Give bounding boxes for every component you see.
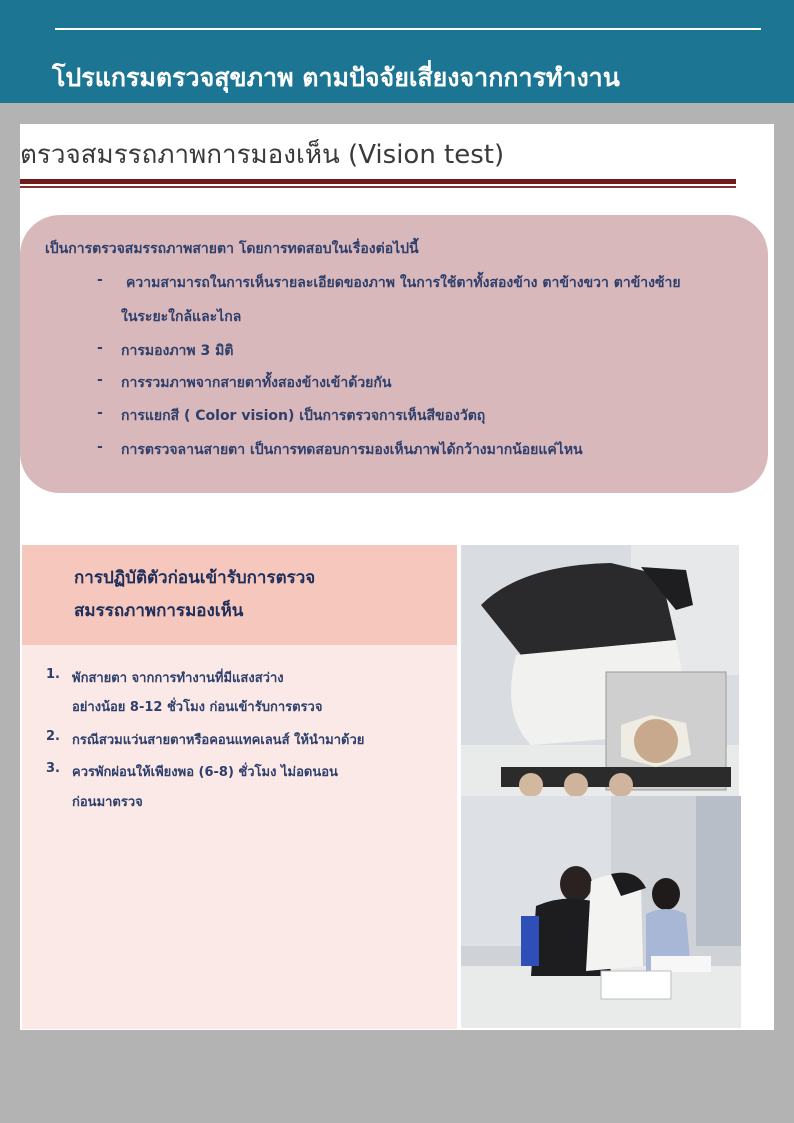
header-divider <box>55 28 761 30</box>
page-title: โปรแกรมตรวจสุขภาพ ตามปัจจัยเสี่ยงจากการทำงาน <box>52 63 620 92</box>
step-text: ควรพักผ่อนให้เพียงพอ (6-8) ชั่วโมง ไม่อดนอน <box>72 765 338 780</box>
vision-test-session-photo <box>461 796 741 1028</box>
bullet-item: การตรวจลานสายตา เป็นการทดสอบการมองเห็นภาพได้กว้างมากน้อยแค่ไหน <box>121 442 583 458</box>
step-text: พักสายตา จากการทำงานที่มีแสงสว่าง <box>72 671 284 686</box>
step-text-continued: อย่างน้อย 8-12 ชั่วโมง ก่อนเข้ารับการตรวจ <box>72 700 323 715</box>
vision-tester-photo <box>461 545 739 796</box>
slide-title: ตรวจสมรรถภาพการมองเห็น (Vision test) <box>20 140 505 170</box>
bullet-item-continued: ในระยะใกล้และไกล <box>121 309 242 325</box>
bullet-item: ความสามารถในการเห็นรายละเอียดของภาพ ในการใช้ตาทั้งสองข้าง ตาข้างขวา ตาข้างซ้าย <box>126 275 681 291</box>
slide-sheet <box>20 124 774 1030</box>
step-text: กรณีสวมแว่นสายตาหรือคอนแทคเลนส์ ให้นำมาด้วย <box>72 733 365 748</box>
title-divider-thin <box>20 186 736 188</box>
bullet-item: การแยกสี ( Color vision) เป็นการตรวจการเห็นสีของวัตถุ <box>121 408 486 424</box>
step-number: 1. <box>46 667 60 682</box>
bullet-marker: - <box>97 372 103 388</box>
page-header <box>0 0 794 103</box>
preparation-title-line1: การปฏิบัติตัวก่อนเข้ารับการตรวจ <box>74 568 316 588</box>
preparation-panel <box>22 545 457 1029</box>
step-number: 3. <box>46 761 60 776</box>
title-divider <box>20 179 736 184</box>
bullet-item: การมองภาพ 3 มิติ <box>121 343 234 359</box>
bullet-marker: - <box>97 340 103 356</box>
bullet-marker: - <box>97 272 103 288</box>
step-number: 2. <box>46 729 60 744</box>
bullet-item: การรวมภาพจากสายตาทั้งสองข้างเข้าด้วยกัน <box>121 375 392 391</box>
preparation-header <box>22 545 457 645</box>
preparation-title-line2: สมรรถภาพการมองเห็น <box>74 601 244 621</box>
intro-text: เป็นการตรวจสมรรถภาพสายตา โดยการทดสอบในเรื่องต่อไปนี้ <box>45 241 419 257</box>
bullet-marker: - <box>97 439 103 455</box>
bullet-marker: - <box>97 405 103 421</box>
preparation-title <box>74 562 315 628</box>
step-text-continued: ก่อนมาตรวจ <box>72 795 143 810</box>
